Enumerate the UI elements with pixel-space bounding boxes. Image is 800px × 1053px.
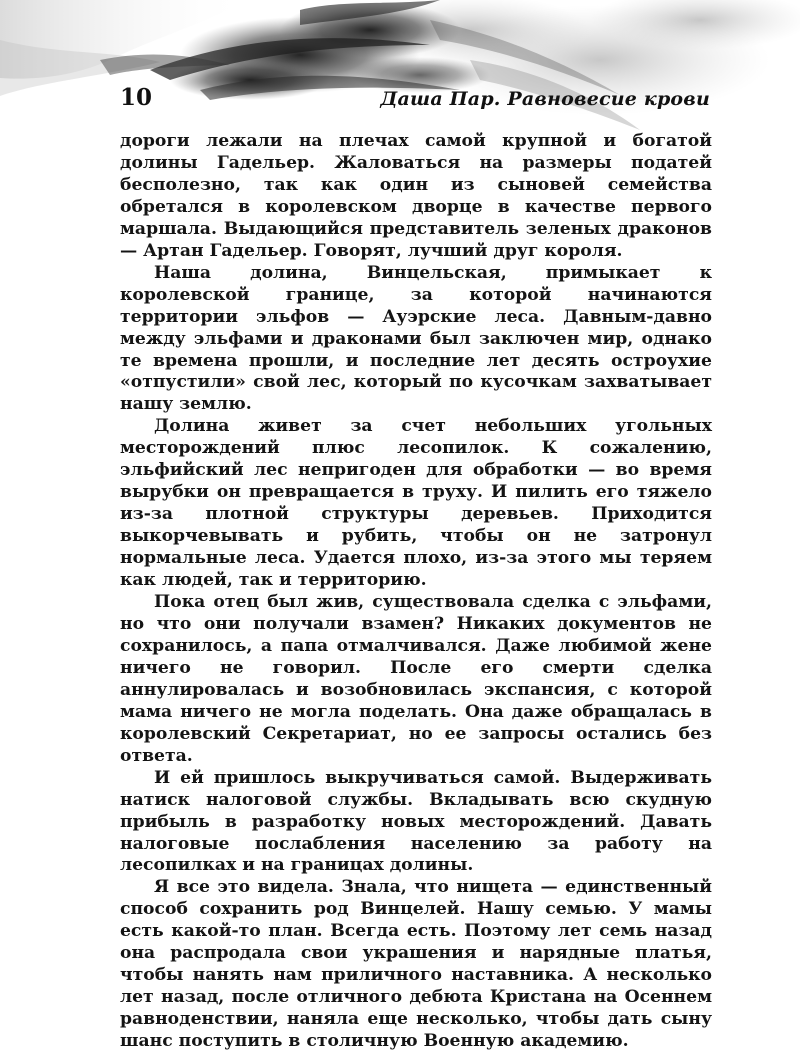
running-header bbox=[120, 84, 710, 114]
paragraph-2: Наша долина, Винцельская, примыкает к королевской границе, за которой начинаются территории эльфов — Ауэрские леса. Давным-давно между эльфами и драконами был заключен мир, однако те времена прошли, и последние лет десять остроухие «отпустили» свой лес, который по кусочкам захватывает нашу землю. bbox=[120, 262, 712, 415]
book-title: Даша Пар. Равновесие крови bbox=[380, 88, 710, 110]
page-number: 10 bbox=[120, 84, 153, 111]
paragraph-3: Долина живет за счет небольших угольных месторождений плюс лесопилок. К сожалению, эльфийский лес непригоден для обработки — во время вырубки он превращается в труху. И пилить его тяжело из-за плотной структуры деревьев. Приходится выкорчевывать и рубить, чтобы он не затронул нормальные леса. Удается плохо, из-за этого мы теряем как людей, так и территорию. bbox=[120, 416, 712, 591]
paragraph-4: Пока отец был жив, существовала сделка с эльфами, но что они получали взамен? Никаких документов не сохранилось, а папа отмалчивался. Даже любимой жене ничего не говорил. После его смерти сделка аннулировалась и возобновилась экспансия, с которой мама ничего не могла поделать. Она даже обращалась в королевский Секретариат, но ее запросы остались без ответа. bbox=[120, 592, 712, 766]
ink-splash-illustration bbox=[0, 0, 800, 150]
paragraph-1: дороги лежали на плечах самой крупной и богатой долины Гадельер. Жаловаться на размеры податей бесполезно, так как один из сыновей семейства обретался в королевском дворце в качестве первого маршала. Выдающийся представитель зеленых драконов — Артан Гадельер. Говорят, лучший друг короля. bbox=[120, 131, 712, 261]
paragraph-6: Я все это видела. Знала, что нищета — единственный способ сохранить род Винцелей. Нашу семью. У мамы есть какой-то план. Всегда есть. Поэтому лет семь назад она распродала свои украшения и нарядные платья, чтобы нанять нам приличного наставника. А несколько лет назад, после отличного дебюта Кристана на Осеннем равноденствии, наняла еще несколько, чтобы дать сыну шанс поступить в столичную Военную академию. bbox=[120, 877, 712, 1052]
paragraph-5: И ей пришлось выкручиваться самой. Выдерживать натиск налоговой службы. Вкладывать всю скудную прибыль в разработку новых месторождений. Давать налоговые послабления населению за работу на лесопилках и на границах долины. bbox=[120, 767, 712, 876]
page-body bbox=[120, 131, 712, 1053]
